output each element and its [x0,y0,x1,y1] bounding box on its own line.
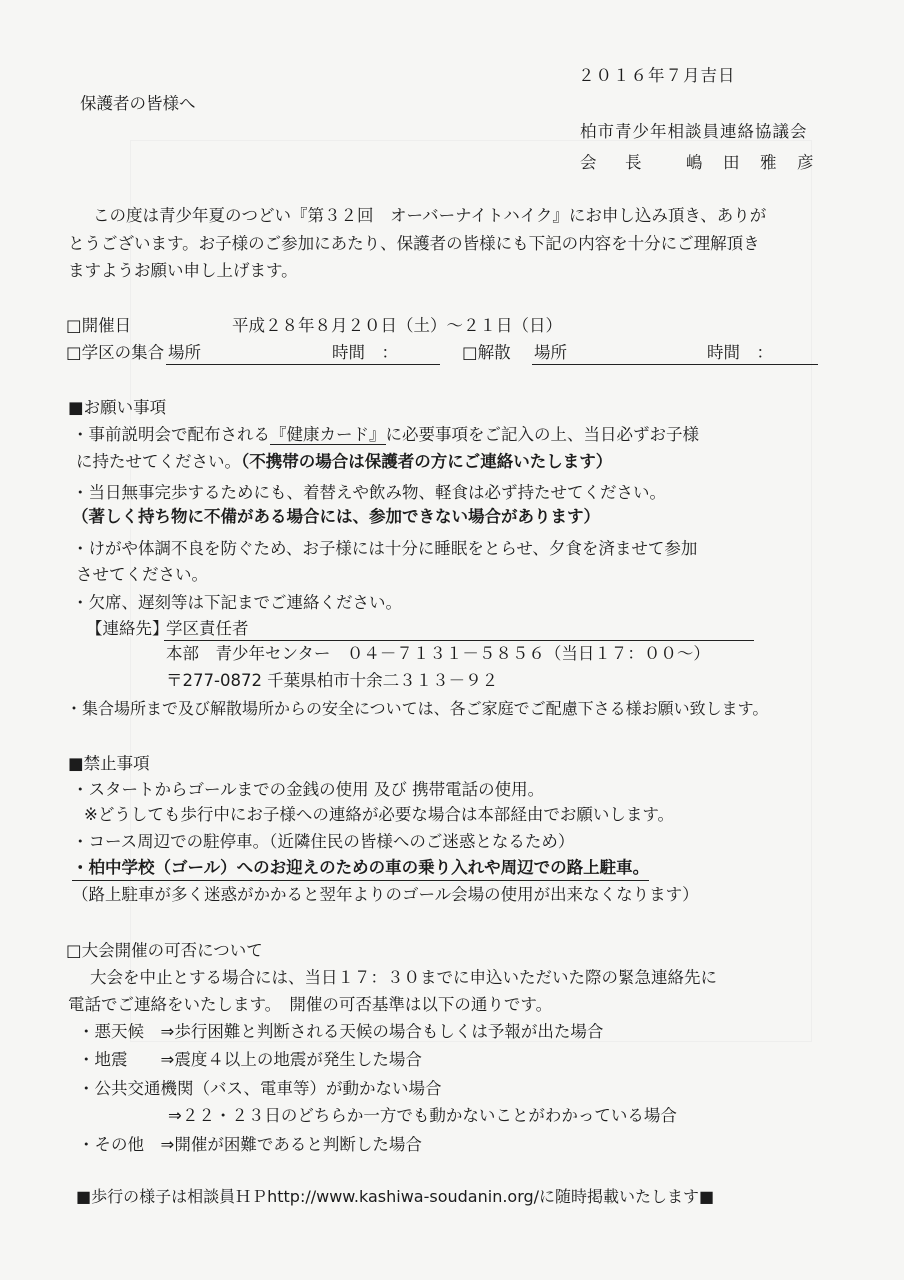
cancellation-line-1: 大会を中止とする場合には、当日１７：３０までに申込いただいた際の緊急連絡先に [90,968,717,987]
intro-line-2: とうございます。お子様のご参加にあたり、保護者の皆様にも下記の内容を十分にご理解頂き [68,234,760,253]
dismissal-place-label: 場所 [534,343,567,362]
request-2-line-2: （著しく持ち物に不備がある場合には、参加できない場合があります） [72,507,600,526]
request-1-suffix: に必要事項をご記入の上、当日必ずお子様 [385,425,699,444]
criterion-other: ・その他 ⇒開催が困難であると判断した場合 [78,1135,422,1154]
criterion-transit: ・公共交通機関（バス、電車等）が動かない場合 [78,1079,442,1098]
prohibited-item-3: ・柏中学校（ゴール）へのお迎えのための車の乗り入れや周辺での路上駐車。 [72,856,649,881]
event-date-label: □開催日 [66,316,132,335]
intro-line-1: この度は青少年夏のつどい『第３２回 オーバーナイトハイク』にお申し込み頂き、ありが [93,206,767,225]
criterion-earthquake: ・地震 ⇒震度４以上の地震が発生した場合 [78,1050,422,1069]
contact-label: 【連絡先】 [86,619,169,638]
organization-name: 柏市青少年相談員連絡協議会 [580,122,808,141]
prohibited-item-1-note: ※どうしても歩行中にお子様への連絡が必要な場合は本部経由でお願いします。 [84,805,675,824]
request-2-line-1: ・当日無事完歩するためにも、着替えや飲み物、軽食は必ず持たせてください。 [72,483,666,502]
request-1-line-2-bold: （不携帯の場合は保護者の方にご連絡いたします） [241,452,613,471]
chair-role: 会 長 [580,153,648,172]
headquarters-line: 本部 青少年センター ０４－７１３１－５８５６（当日１７：００～） [166,644,710,663]
dismissal-fill-line [532,364,818,365]
requests-heading: ■お願い事項 [68,398,167,417]
intro-line-3: ますようお願い申し上げます。 [68,261,298,280]
document-date: ２０１６年７月吉日 [578,66,736,85]
address-line: 〒277-0872 千葉県柏市十余二３１３－９２ [166,671,499,690]
request-3-line-2: させてください。 [76,565,208,584]
dismissal-time-label: 時間 ： [707,343,773,362]
request-1-line-1 [72,423,699,447]
footer-note: ■歩行の様子は相談員ＨＰhttp://www.kashiwa-soudanin.org/に随時掲載いたします■ [76,1187,715,1206]
contact-value: 学区責任者 [166,619,249,638]
request-1-prefix: ・事前説明会で配布される [72,425,270,444]
request-1-line-2-text: に持たせてください。 [76,452,241,471]
assembly-fill-line [166,364,440,365]
chair-name: 嶋 田 雅 彦 [686,153,816,172]
cancellation-heading: □大会開催の可否について [66,941,263,960]
request-1-line-2 [76,450,612,474]
request-4-line-1: ・欠席、遅刻等は下記までご連絡ください。 [72,593,402,612]
dismissal-label: □解散 [462,343,511,362]
contact-fill-line [164,640,754,641]
health-card-term: 『健康カード』 [270,425,386,444]
addressee: 保護者の皆様へ [80,94,196,113]
criterion-weather: ・悪天候 ⇒歩行困難と判断される天候の場合もしくは予報が出た場合 [78,1022,604,1041]
prohibited-heading: ■禁止事項 [68,754,150,773]
criterion-transit-detail: ⇒２２・２３日のどちらか一方でも動かないことがわかっている場合 [168,1106,677,1125]
safety-note: ・集合場所まで及び解散場所からの安全については、各ご家庭でご配慮下さる様お願い致します。 [66,699,769,718]
cancellation-line-2: 電話でご連絡をいたします。 開催の可否基準は以下の通りです。 [68,995,553,1014]
assembly-label: □学区の集合 [66,343,165,362]
event-date-value: 平成２８年８月２０日（土）～２１日（日） [232,316,562,335]
assembly-place-label: 場所 [168,343,201,362]
prohibited-item-1: ・スタートからゴールまでの金銭の使用 及び 携帯電話の使用。 [72,780,545,799]
request-3-line-1: ・けがや体調不良を防ぐため、お子様には十分に睡眠をとらせ、夕食を済ませて参加 [72,539,698,558]
assembly-time-label: 時間 ： [332,343,398,362]
prohibited-item-2: ・コース周辺での駐停車。（近隣住民の皆様へのご迷惑となるため） [72,832,575,851]
prohibited-item-3-note: （路上駐車が多く迷惑がかかると翌年よりのゴール会場の使用が出来なくなります） [72,885,699,904]
